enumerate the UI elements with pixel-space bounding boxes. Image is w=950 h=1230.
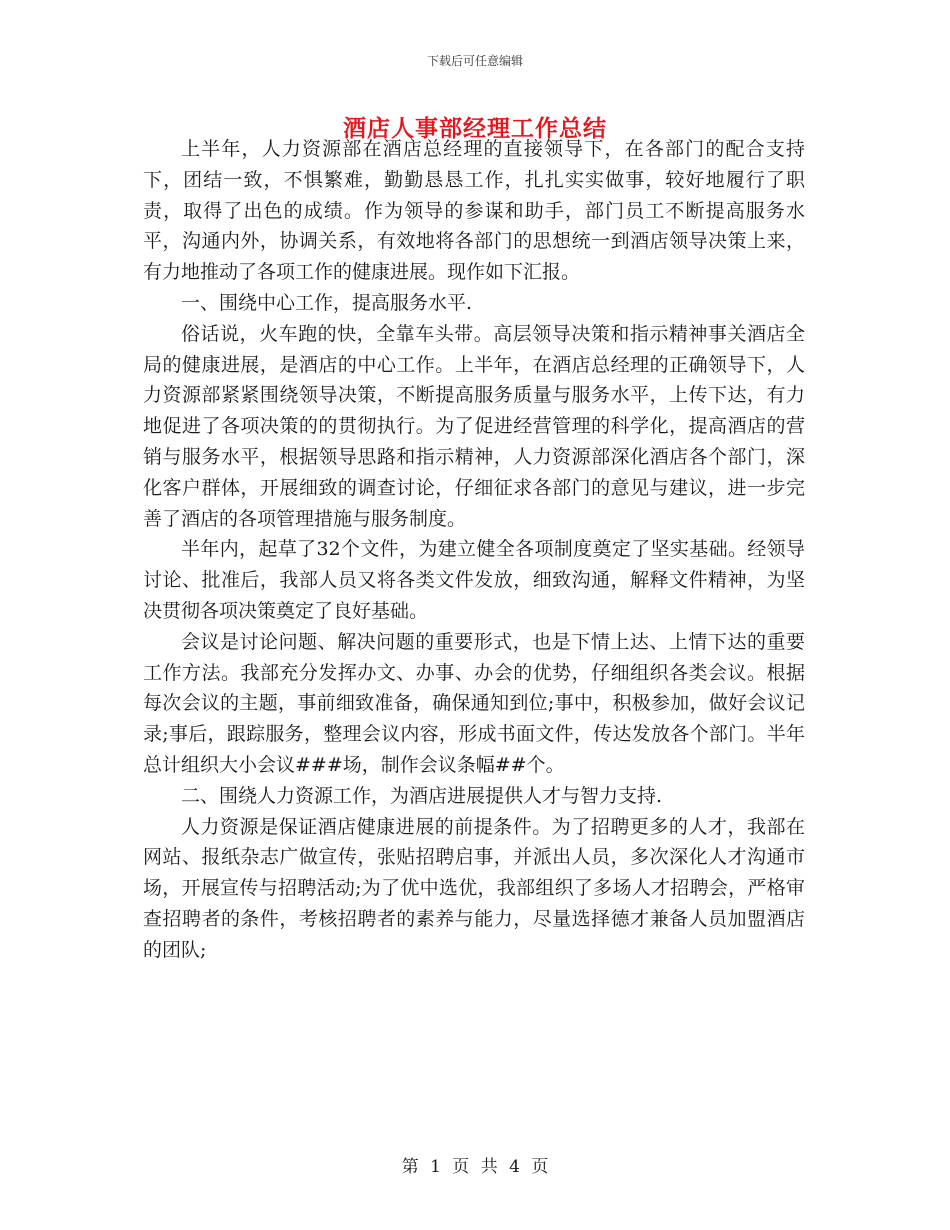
- document-body: [143, 134, 805, 966]
- section-heading: 二、围绕人力资源工作，为酒店进展提供人才与智力支持.: [181, 784, 663, 807]
- paragraph: 上半年，人力资源部在酒店总经理的直接领导下，在各部门的配合支持下，团结一致，不惧繁难，勤勤恳恳工作，扎扎实实做事，较好地履行了职责，取得了出色的成绩。作为领导的参谋和助手，部门员工不断提高服务水平，沟通内外，协调关系，有效地将各部门的思想统一到酒店领导决策上来，有力地推动了各项工作的健康进展。现作如下汇报。: [143, 138, 805, 284]
- section-heading: 一、围绕中心工作，提高服务水平.: [181, 291, 473, 314]
- paragraph: 会议是讨论问题、解决问题的重要形式，也是下情上达、上情下达的重要工作方法。我部充分发挥办文、办事、办会的优势，仔细组织各类会议。根据每次会议的主题，事前细致准备，确保通知到位;事中，积极参加，做好会议记录;事后，跟踪服务，整理会议内容，形成书面文件，传达发放各个部门。半年总计组织大小会议###场，制作会议条幅##个。: [143, 630, 805, 776]
- paragraph: 半年内，起草了32个文件，为建立健全各项制度奠定了坚实基础。经领导讨论、批准后，我部人员又将各类文件发放，细致沟通，解释文件精神，为坚决贯彻各项决策奠定了良好基础。: [143, 538, 805, 622]
- header-note: 下载后可任意编辑: [426, 54, 523, 68]
- document-title: 酒店人事部经理工作总结: [343, 115, 607, 142]
- page-number-footer: 第 1 页 共 4 页: [401, 1157, 549, 1177]
- paragraph: 人力资源是保证酒店健康进展的前提条件。为了招聘更多的人才，我部在网站、报纸杂志广做宣传，张贴招聘启事，并派出人员，多次深化人才沟通市场，开展宣传与招聘活动;为了优中选优，我部组织了多场人才招聘会，严格审查招聘者的条件，考核招聘者的素养与能力，尽量选择德才兼备人员加盟酒店的团队;: [143, 815, 805, 961]
- paragraph: 俗话说，火车跑的快，全靠车头带。高层领导决策和指示精神事关酒店全局的健康进展，是酒店的中心工作。上半年，在酒店总经理的正确领导下，人力资源部紧紧围绕领导决策，不断提高服务质量与服务水平，上传下达，有力地促进了各项决策的的贯彻执行。为了促进经营管理的科学化，提高酒店的营销与服务水平，根据领导思路和指示精神，人力资源部深化酒店各个部门，深化客户群体，开展细致的调查讨论，仔细征求各部门的意见与建议，进一步完善了酒店的各项管理措施与服务制度。: [143, 322, 805, 530]
